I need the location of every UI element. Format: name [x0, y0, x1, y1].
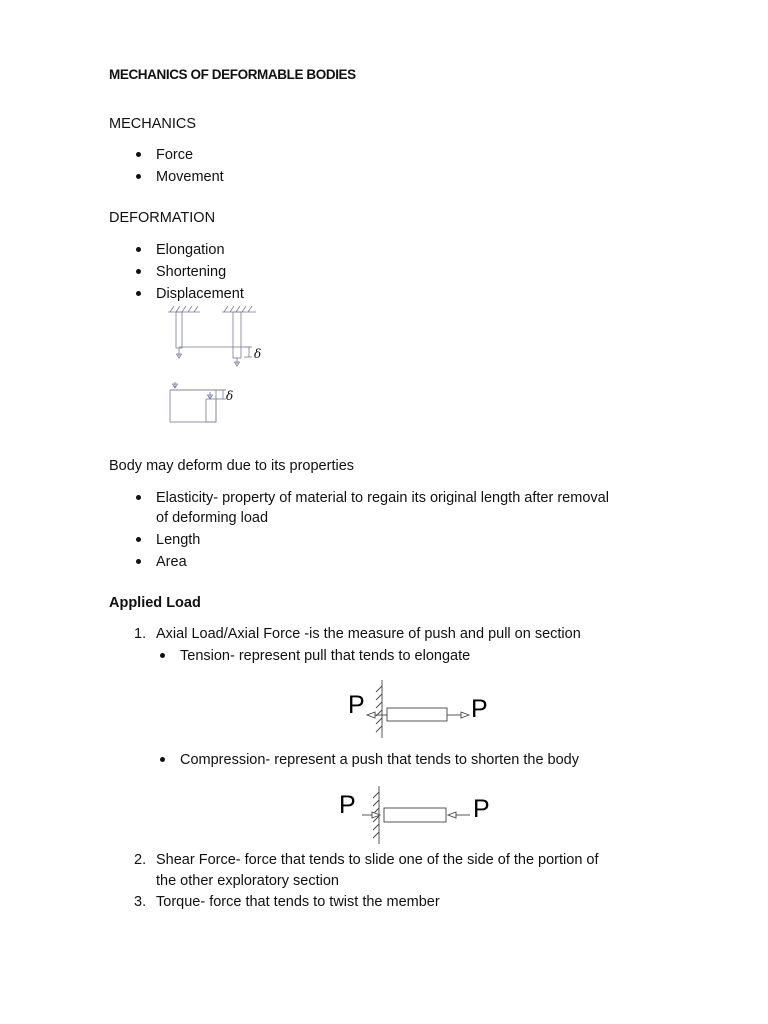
list-item: Movement: [156, 169, 224, 185]
paragraph-intro: Body may deform due to its properties: [109, 458, 355, 474]
numbered-item: Torque- force that tends to twist the member: [156, 894, 440, 910]
list-item: Force: [156, 147, 194, 163]
compression-diagram: [338, 784, 508, 848]
numbered-item-continuation: the other exploratory section: [156, 873, 339, 889]
document-title: MECHANICS OF DEFORMABLE BODIES: [109, 67, 356, 82]
deformation-diagram: [160, 304, 280, 426]
bullet: [136, 152, 141, 157]
list-item: Length: [156, 532, 201, 548]
bullet: [136, 495, 141, 500]
list-item: Elasticity- property of material to regain its original length after removal: [156, 490, 609, 506]
tension-diagram: [345, 680, 505, 744]
bullet: [136, 247, 141, 252]
delta-symbol: δ: [226, 389, 234, 403]
section-heading-deformation: DEFORMATION: [109, 210, 216, 226]
numbered-item: Shear Force- force that tends to slide one of the side of the portion of: [156, 852, 599, 868]
list-number: 1.: [134, 626, 147, 642]
numbered-item: Axial Load/Axial Force -is the measure of push and pull on section: [156, 626, 581, 642]
section-heading-applied-load: Applied Load: [109, 595, 201, 611]
list-number: 2.: [134, 852, 147, 868]
list-item: Displacement: [156, 286, 244, 302]
bullet: [136, 291, 141, 296]
force-label-p: P: [471, 695, 488, 723]
bullet: [136, 559, 141, 564]
sub-list-item: Compression- represent a push that tends to shorten the body: [180, 752, 579, 768]
delta-symbol: δ: [254, 347, 262, 361]
force-label-p: P: [473, 795, 490, 823]
force-label-p: P: [348, 691, 365, 719]
bullet: [136, 537, 141, 542]
sub-list-item: Tension- represent pull that tends to elongate: [180, 648, 471, 664]
list-item: Area: [156, 554, 187, 570]
bullet: [160, 757, 165, 762]
bullet: [136, 174, 141, 179]
bullet: [160, 653, 165, 658]
bullet: [136, 269, 141, 274]
list-item: Elongation: [156, 242, 225, 258]
force-label-p: P: [339, 791, 356, 819]
list-number: 3.: [134, 894, 147, 910]
section-heading-mechanics: MECHANICS: [109, 116, 197, 132]
list-item: Shortening: [156, 264, 227, 280]
list-item-continuation: of deforming load: [156, 510, 269, 526]
